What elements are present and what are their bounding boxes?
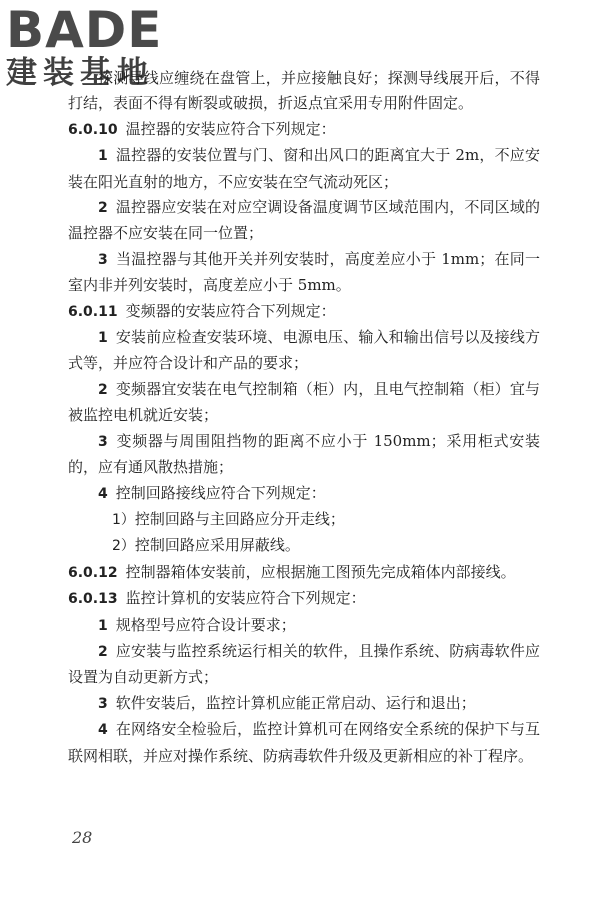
sub-item-text: 控制回路应采用屏蔽线。 <box>134 536 300 555</box>
item-text: 变频器宜安装在电气控制箱（柜）内，且电气控制箱（柜）宜与被监控电机就近安装； <box>68 379 540 425</box>
item-number: 1 <box>98 617 108 634</box>
item-text: 控制回路接线应符合下列规定： <box>115 483 326 502</box>
section-title: 控制器箱体安装前，应根据施工图预先完成箱体内部接线。 <box>125 562 516 581</box>
section-number: 6.0.13 <box>68 591 118 608</box>
sub-item-text: 控制回路与主回路应分开走线； <box>134 509 345 528</box>
item-number: 1 <box>98 330 108 347</box>
clause-item <box>68 143 540 195</box>
item-text: 温控器应安装在对应空调设备温度调节区域范围内，不同区域的温控器不应安装在同一位置； <box>68 198 540 243</box>
clause-item <box>68 325 540 377</box>
section-title: 监控计算机的安装应符合下列规定： <box>125 589 366 608</box>
logo-word: BADE <box>6 1 163 59</box>
item-text: 当温控器与其他开关并列安装时，高度差应小于 1mm；在同一室内非并列安装时，高度差应小于 5mm。 <box>68 249 540 295</box>
clause-item <box>68 377 540 429</box>
section-6-0-11 <box>68 299 540 325</box>
section-6-0-13 <box>68 586 540 612</box>
clause-item <box>68 717 540 769</box>
sub-item-number: 1） <box>112 511 135 528</box>
item-text: 温控器的安装位置与门、窗和出风口的距离宜大于 2m，不应安装在阳光直射的地方，不应安装在空气流动死区； <box>68 146 540 191</box>
item-text: 应安装与监控系统运行相关的软件，且操作系统、防病毒软件应设置为自动更新方式； <box>68 641 540 687</box>
item-number: 3 <box>98 695 108 712</box>
section-title: 变频器的安装应符合下列规定： <box>125 301 336 320</box>
clause-item <box>68 247 540 299</box>
clause-item <box>68 195 540 247</box>
clause-item <box>68 481 540 507</box>
item-number: 2 <box>98 643 108 660</box>
item-number: 1 <box>98 148 108 165</box>
item-number: 2 <box>98 381 108 398</box>
section-number: 6.0.12 <box>68 564 118 581</box>
item-number: 4 <box>98 722 108 739</box>
item-number: 3 <box>98 433 108 450</box>
section-title: 温控器的安装应符合下列规定： <box>125 119 336 138</box>
item-text: 规格型号应符合设计要求； <box>115 615 296 634</box>
item-text: 变频器与周围阻挡物的距离不应小于 150mm；采用柜式安装的，应有通风散热措施； <box>68 431 540 477</box>
section-6-0-10 <box>68 117 540 143</box>
section-number: 6.0.11 <box>68 303 118 320</box>
item-number: 2 <box>98 200 108 217</box>
sub-item <box>68 533 540 559</box>
clause-item <box>68 613 540 639</box>
paragraph-continuation <box>68 66 540 117</box>
section-number: 6.0.10 <box>68 121 118 138</box>
item-number: 4 <box>98 485 108 502</box>
clause-item <box>68 691 540 717</box>
item-text: 安装前应检查安装环境、电源电压、输入和输出信号以及接线方式等，并应符合设计和产品的要求； <box>68 328 540 373</box>
item-number: 3 <box>98 251 108 268</box>
clause-item <box>68 429 540 481</box>
document-body <box>68 66 540 769</box>
clause-item <box>68 639 540 691</box>
item-text: 软件安装后，监控计算机应能正常启动、运行和退出； <box>115 693 476 712</box>
page-number: 28 <box>72 828 93 847</box>
sub-item-number: 2） <box>112 538 135 555</box>
section-6-0-12 <box>68 560 540 586</box>
logo-subtitle: 建装基地 <box>6 55 154 91</box>
sub-item <box>68 507 540 533</box>
item-text: 在网络安全检验后，监控计算机可在网络安全系统的保护下与互联网相联，并应对操作系统、防病毒软件升级及更新相应的补丁程序。 <box>68 720 540 765</box>
paragraph-text: 探测导线应缠绕在盘管上，并应接触良好；探测导线展开后，不得打结，表面不得有断裂或破损，折返点宜采用专用附件固定。 <box>68 69 540 113</box>
